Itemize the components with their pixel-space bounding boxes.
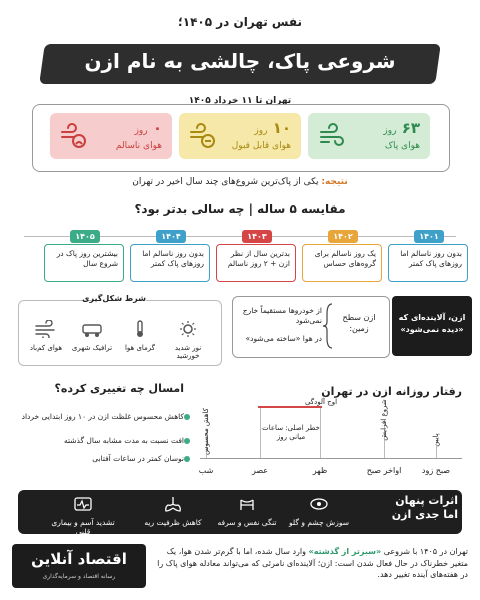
logo-text: اقتصاد آنلاین xyxy=(31,550,127,568)
year-description: بدون روز ناسالم اما روزهای پاک کمتر xyxy=(400,249,462,269)
card-number: ۰ روز xyxy=(134,119,162,137)
time-axis xyxy=(200,458,462,459)
condition-label: هوای کم‌باد xyxy=(29,344,63,352)
card-unhealthy-days xyxy=(50,113,172,159)
change-bullet xyxy=(184,438,190,444)
card-acceptable-days xyxy=(179,113,301,159)
changes-title: امسال چه تغییری کرده؟ xyxy=(54,382,184,395)
ozone-desc-1: از خودروها مستقیماً خارج نمی‌شود xyxy=(242,306,322,326)
effects-title: اثرات پنهان اما جدی ازن xyxy=(391,494,458,522)
change-item: نوسان کمتر در ساعات آفتابی xyxy=(92,454,184,463)
effect-label: تشدید آسم و بیماری قلبی xyxy=(51,518,115,536)
date-range: تهران تا ۱۱ خرداد ۱۴۰۵ xyxy=(188,96,292,106)
traffic-icon xyxy=(80,320,104,338)
change-item: افت نسبت به مدت مشابه سال گذشته xyxy=(63,436,184,445)
level-label: شروع افزایش xyxy=(380,399,388,441)
year-tag: ۱۴۰۲ xyxy=(328,230,358,243)
time-tick: اواخر صبح xyxy=(366,466,402,475)
logo-subtitle: رسانه اقتصاد و سرمایه‌گذاری xyxy=(42,573,116,580)
heart-rate-icon xyxy=(74,496,92,512)
change-bullet xyxy=(184,414,190,420)
sun-icon xyxy=(176,320,200,338)
brace-icon xyxy=(322,302,334,350)
year-description: بدترین سال از نظر ازن + ۲ روز ناسالم xyxy=(227,249,290,269)
year-box xyxy=(44,244,124,282)
year-description: بیشترین روز پاک در شروع سال xyxy=(56,249,118,269)
time-tick: شب xyxy=(198,466,214,475)
year-box xyxy=(302,244,382,282)
card-number: ۶۳ روز xyxy=(383,119,420,137)
level-label: کاهش محسوس xyxy=(202,408,210,455)
super-title: نفس تهران در ۱۴۰۵؛ xyxy=(177,15,303,29)
condition-label: گرمای هوا xyxy=(124,344,156,352)
peak-label: اوج آلودگی xyxy=(304,398,338,406)
card-label: هوای پاک xyxy=(384,141,420,151)
page-title: شروعی پاک، چالشی به نام ازن xyxy=(84,49,396,73)
time-tick: صبح زود xyxy=(421,466,451,475)
condition-label: ترافیک شهری xyxy=(71,344,113,352)
peak-bar xyxy=(258,406,322,408)
card-label: هوای ناسالم xyxy=(115,141,162,151)
time-tick: عصر xyxy=(251,466,269,475)
level-label: پایین xyxy=(432,433,440,447)
year-tag: ۱۴۰۴ xyxy=(156,230,186,243)
year-tag: ۱۴۰۵ xyxy=(70,230,100,243)
lungs-icon xyxy=(164,496,182,512)
condition-label: نور شدید خورشید xyxy=(174,344,202,360)
footer-text: تهران در ۱۴۰۵ با شروعی «سبزتر از گذشته» وارد سال شده، اما با گرم‌تر شدن هوا، یک متغیر خطرناک در حال فعال شدن است: ازن؛ آلاینده‌ای نامرئی که می‌تواند معادله هوای پاک را در هفته‌های آینده تغییر دهد. xyxy=(157,547,468,580)
card-clean-days xyxy=(308,113,430,159)
ground-ozone-label: ازن سطح زمین: xyxy=(342,313,376,334)
change-bullet xyxy=(184,456,190,462)
result-line: نتیجه: یکی از پاک‌ترین شروع‌های چند سال اخیر در تهران xyxy=(132,177,348,187)
effect-label: تنگی نفس و سرفه xyxy=(217,518,277,527)
acceptable-air-icon xyxy=(189,123,215,149)
year-tag: ۱۴۰۳ xyxy=(242,230,272,243)
time-tick: ظهر xyxy=(312,466,328,475)
year-box xyxy=(216,244,296,282)
clean-air-icon xyxy=(318,123,344,149)
unhealthy-air-icon xyxy=(60,123,86,149)
thermometer-icon xyxy=(128,320,152,338)
ozone-invisible-text: ازن، آلاینده‌ای که «دیده نمی‌شود» xyxy=(398,313,466,334)
low-wind-icon xyxy=(34,320,58,338)
ozone-desc-2: در هوا «ساخته می‌شود» xyxy=(245,334,322,343)
conditions-title: شرط شکل‌گیری xyxy=(82,294,146,303)
daily-title: رفتار روزانه ازن در تهران xyxy=(321,385,462,398)
effect-label: سوزش چشم و گلو xyxy=(289,518,349,527)
comparison-title: مقایسه ۵ ساله | چه سالی بدتر بود؟ xyxy=(134,202,346,216)
year-box xyxy=(130,244,210,282)
year-description: بدون روز ناسالم اما روزهای پاک کمتر xyxy=(142,249,204,269)
card-label: هوای قابل قبول xyxy=(231,141,291,151)
effect-label: کاهش ظرفیت ریه xyxy=(144,518,202,527)
year-box xyxy=(388,244,468,282)
change-item: کاهش محسوس غلظت ازن در ۱۰ روز ابتدایی خرداد xyxy=(21,412,184,421)
year-tag: ۱۴۰۱ xyxy=(414,230,444,243)
eye-icon xyxy=(310,496,328,512)
year-description: یک روز ناسالم برای گروه‌های حساس xyxy=(314,249,376,269)
peak-note: خطر اصلی: ساعات میانی روز xyxy=(262,424,320,442)
breath-icon xyxy=(238,496,256,512)
card-number: ۱۰ روز xyxy=(254,119,291,137)
